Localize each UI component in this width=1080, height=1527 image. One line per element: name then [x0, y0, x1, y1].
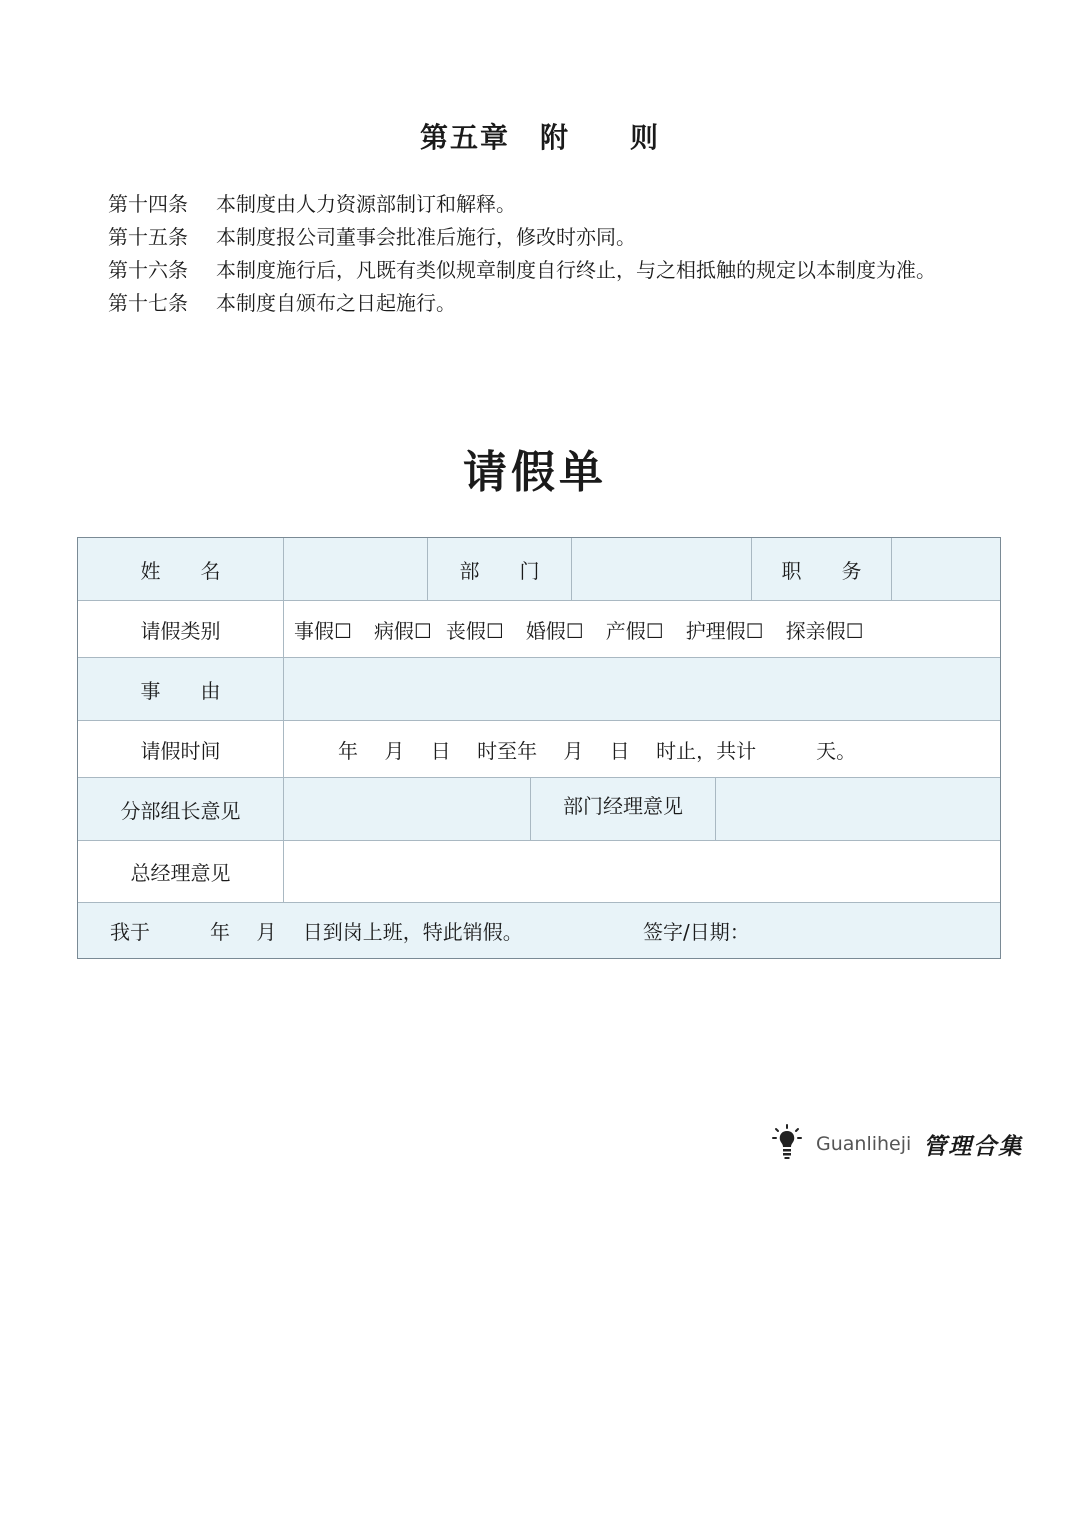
reason-field[interactable]	[283, 658, 1000, 720]
article-text: 本制度自颁布之日起施行。	[216, 291, 456, 315]
brand-logo	[772, 1124, 1023, 1164]
lightbulb-icon	[772, 1124, 802, 1164]
dept-label: 部 门	[427, 538, 571, 600]
article-number: 第十五条	[108, 225, 188, 249]
time-label: 请假时间	[140, 738, 221, 763]
type-option[interactable]: 护理假☐	[685, 618, 764, 643]
name-field[interactable]	[283, 538, 427, 600]
dept-manager-label: 部门经理意见	[530, 778, 715, 840]
row-leave-type	[78, 601, 1000, 658]
type-option[interactable]: 病假☐	[373, 618, 432, 643]
gm-field[interactable]	[283, 841, 1000, 902]
sign-label: 签字/日期：	[643, 920, 750, 944]
type-label: 请假类别	[140, 618, 221, 643]
row-personal-info	[78, 538, 1000, 601]
brand-name-cn: 管理合集	[923, 1132, 1024, 1160]
article-15	[108, 223, 636, 251]
type-options	[283, 601, 1000, 657]
article-number: 第十七条	[108, 291, 188, 315]
team-leader-label: 分部组长意见	[120, 798, 241, 823]
dept-manager-field[interactable]	[715, 778, 1000, 840]
type-option[interactable]: 丧假☐	[445, 618, 504, 643]
article-number: 第十六条	[108, 258, 188, 282]
position-label: 职 务	[751, 538, 891, 600]
type-option[interactable]: 事假☐	[294, 618, 352, 643]
article-number: 第十四条	[108, 192, 188, 216]
gm-label: 总经理意见	[130, 861, 231, 885]
form-title: 请假单	[463, 447, 607, 498]
position-field[interactable]	[891, 538, 1000, 600]
time-field[interactable]: 年 月 日 时至年 月 日 时止，共计 天。	[283, 721, 1000, 777]
reason-label: 事 由	[140, 678, 221, 703]
type-option[interactable]: 婚假☐	[525, 618, 584, 643]
article-text: 本制度由人力资源部制订和解释。	[216, 192, 516, 216]
dept-field[interactable]	[571, 538, 751, 600]
row-gm-opinion	[78, 841, 1000, 903]
type-option[interactable]: 探亲假☐	[785, 618, 864, 643]
article-17	[108, 289, 456, 317]
article-text: 本制度施行后，凡既有类似规章制度自行终止，与之相抵触的规定以本制度为准。	[216, 258, 936, 282]
row-leave-time	[78, 721, 1000, 778]
name-label: 姓 名	[140, 558, 221, 583]
team-leader-field[interactable]	[283, 778, 530, 840]
article-16	[108, 256, 936, 284]
row-return	[78, 903, 1000, 958]
article-14	[108, 190, 516, 218]
row-reason	[78, 658, 1000, 721]
type-option[interactable]: 产假☐	[605, 618, 664, 643]
chapter-title: 第五章 附 则	[419, 121, 660, 154]
return-text: 我于 年 月 日到岗上班，特此销假。	[110, 920, 523, 944]
brand-name-en: Guanliheji	[816, 1133, 912, 1155]
article-text: 本制度报公司董事会批准后施行，修改时亦同。	[216, 225, 636, 249]
leave-form-table	[77, 537, 1001, 959]
row-opinions	[78, 778, 1000, 841]
